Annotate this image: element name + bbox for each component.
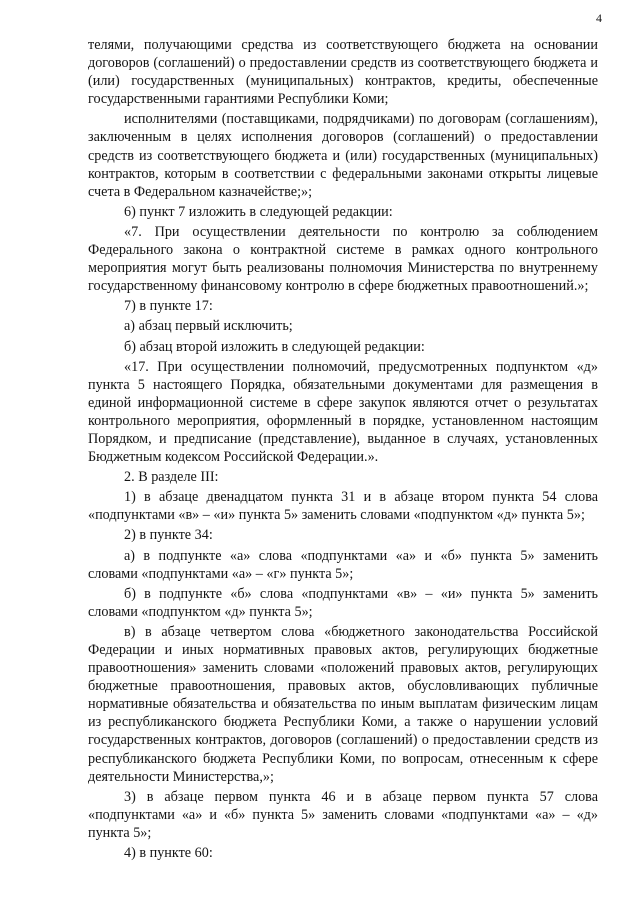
page-number: 4 xyxy=(596,11,602,25)
paragraph-subitem-a: а) абзац первый исключить; xyxy=(124,318,293,335)
paragraph-item-2-subitem-b: б) в подпункте «б» слова «подпунктами «в» – «и» пункта 5» заменить словами «подпунктом «д» пункта 5»; xyxy=(88,585,598,620)
paragraph-section-3-item-2: 2) в пункте 34: xyxy=(124,527,213,544)
paragraph-section-3-item-1: 1) в абзаце двенадцатом пункта 31 и в абзаце втором пункта 54 слова «подпунктами «в» – «и» пункта 5» заменить словами «подпунктом «д» пункта 5»; xyxy=(88,489,598,524)
paragraph-section-3: 2. В разделе III: xyxy=(124,469,219,486)
document-body xyxy=(88,36,598,864)
paragraph-item-7: 7) в пункте 17: xyxy=(124,298,213,315)
paragraph-item-2-subitem-v: в) в абзаце четвертом слова «бюджетного законодательства Российской Федерации и иных нормативных правовых актов, регулирующих бюджетные правоотношения» заменить словами «положений правовых актов, регулирующих бюджетные правоотношения, правовых актов, обусловливающих публичные нормативные обязательства и обязательства по иным выплатам физическим лицам из республиканского бюджета Республики Коми, а также о нарушении условий государственных контрактов, договоров (соглашений) о предоставлении средств из республиканского бюджета Республики Коми, по вопросам, отнесенным к сфере деятельности Министерства,»; xyxy=(88,623,598,785)
paragraph-item-2-subitem-a: а) в подпункте «а» слова «подпунктами «а» и «б» пункта 5» заменить словами «подпунктами «а» – «г» пункта 5»; xyxy=(88,547,598,582)
paragraph-item-6: 6) пункт 7 изложить в следующей редакции: xyxy=(124,203,393,220)
paragraph-section-3-item-3: 3) в абзаце первом пункта 46 и в абзаце первом пункта 57 слова «подпунктами «а» и «б» пункта 5» заменить словами «подпунктами «а» – «д» пункта 5»; xyxy=(88,788,598,841)
paragraph-executors: исполнителями (поставщиками, подрядчиками) по договорам (соглашениям), заключенным в целях исполнения договоров (соглашений) о предоставлении средств из соответствующего бюджета и (или) государственных (муниципальных) контрактов, которым в соответствии с федеральными законами открыты лицевые счета в Федеральном казначействе;»; xyxy=(88,111,598,200)
paragraph-subitem-b: б) абзац второй изложить в следующей редакции: xyxy=(124,338,425,355)
paragraph-point-17-text: «17. При осуществлении полномочий, предусмотренных подпунктом «д» пункта 5 настоящего Порядка, обязательными документами для размещения в единой информационной системе в сфере закупок являются отчет о результатах контрольного мероприятия, оформленный в порядке, установленном настоящим Порядком, и предписание (представление), выданное в случаях, установленных Бюджетным кодексом Российской Федерации.». xyxy=(88,358,598,466)
paragraph-continuation: телями, получающими средства из соответствующего бюджета на основании договоров (соглашений) о предоставлении средств из соответствующего бюджета и (или) государственных (муниципальных) контрактов, кредиты, обеспеченные государственными гарантиями Республики Коми; xyxy=(88,37,598,108)
paragraph-section-3-item-4: 4) в пункте 60: xyxy=(124,845,213,862)
paragraph-point-7-text: «7. При осуществлении деятельности по контролю за соблюдением Федерального закона о контрактной системе в рамках одного контрольного мероприятия могут быть реализованы полномочия Министерства по внутреннему государственному финансовому контролю в сфере бюджетных правоотношений.»; xyxy=(88,223,598,295)
